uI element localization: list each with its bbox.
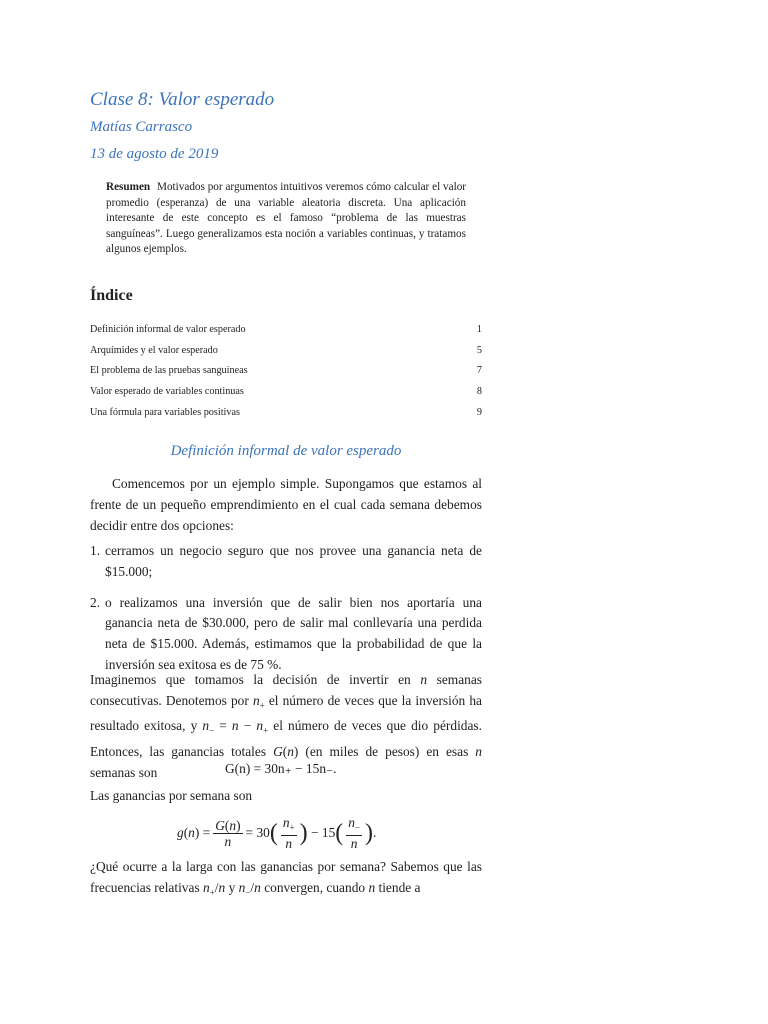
text-run: (en miles de pesos) en esas [298,743,476,759]
equation-weekly-gain: g ( n ) = $\frac{G(n)}{n}$ = 30 ( $\frac{n_+}{n}$ ) − 15 ( $\frac{n_-}{n}$ ) . [177,814,377,852]
list-item-text: o realizamos una inversión que de salir bien nos aportaría una ganancia neta de $30.000, pero de salir mal conllevaría una perdida neta de $15.000. Además, estimamos que la probabilidad de que la inversión sea exitosa es de 75 %. [105,594,482,672]
toc-entry-label[interactable]: Arquímides y el valor esperado [90,344,218,356]
text-run: convergen, cuando [260,879,369,895]
paragraph-long-run: ¿Qué ocurre a la larga con las ganancias por semana? Sabemos que las frecuencias relativas $n_+/n$ y $n_-/n$ convergen, cuando n tiende a [90,859,482,898]
toc-entry-label[interactable]: El problema de las pruebas sanguíneas [90,365,248,377]
toc-title: Índice [90,287,133,304]
text-run: semanas consecutivas. Denotemos por [90,672,483,708]
list-item-number: 2. [90,594,101,610]
paragraph-investment: Imaginemos que tomamos la decisión de invertir en n semanas consecutivas. Denotemos por $n_+$ el número de veces que la inversión ha resultado exitosa, y $n_- = n - n_+$ el número de veces que dio pérdidas. Entonces, las ganancias totales G(n) (en miles de pesos) en esas n semanas son [90,672,483,780]
paragraph-weekly: Las ganancias por semana son [90,788,253,803]
toc-entry[interactable] [90,343,482,364]
abstract-text: Motivados por argumentos intuitivos veremos cómo calcular el valor promedio (esperanza) de una variable aleatoria discreta. Una aplicación interesante de este concepto es el famoso “problema de las muestras sanguíneas”. Luego generalizamos esta noción a variables continuas, y tratamos algunos ejemplos. [106,181,467,256]
text-run: ¿Qué ocurre a la larga con las ganancias por semana? Sabemos que las frecuencias relativas [90,859,482,895]
toc-entry-page: 1 [476,324,482,335]
toc-entry-label[interactable]: Definición informal de valor esperado [90,324,246,335]
toc-entry-label[interactable]: Una fórmula para variables positivas [90,406,240,418]
toc-entry[interactable] [90,363,482,384]
text-run: semanas son [90,764,158,780]
paragraph-intro: Comencemos por un ejemplo simple. Supongamos que estamos al frente de un pequeño emprendimiento en el cual cada semana debemos decidir entre dos opciones: [90,476,482,533]
table-of-contents [90,322,482,425]
toc-entry-label[interactable]: Valor esperado de variables continuas [90,386,244,398]
abstract [106,180,466,258]
section-heading: Definición informal de valor esperado [170,443,402,459]
author-name: Matías Carrasco [90,119,193,135]
text-run: tiende a [375,879,421,895]
title-block [90,86,274,168]
toc-entry-page: 7 [476,365,482,377]
toc-entry[interactable] [90,384,482,405]
text-run: el número de veces que la inversión ha resultado exitosa, y [90,692,482,734]
toc-entry-page: 8 [476,386,482,398]
toc-entry-page: 9 [476,406,482,418]
text-run: el número de veces que dio pérdidas. Entonces, las ganancias totales [90,718,482,759]
list-item-number: 1. [90,543,101,558]
list-item-text: cerramos un negocio seguro que nos provee una ganancia neta de $15.000; [105,543,482,579]
document-date: 13 de agosto de 2019 [90,146,219,162]
toc-entry[interactable] [90,405,482,426]
text-run: y [225,879,239,895]
equation-total-gain: G(n) = 30n₊ − 15n₋. [225,761,337,776]
options-list [90,541,482,686]
toc-entry-page: 5 [476,344,482,356]
list-item [90,593,482,676]
list-item [90,541,482,583]
abstract-label: Resumen [106,181,151,193]
toc-entry[interactable] [90,322,482,343]
document-title: Clase 8: Valor esperado [90,89,275,110]
text-run: Imaginemos que tomamos la decisión de invertir en [90,672,421,687]
